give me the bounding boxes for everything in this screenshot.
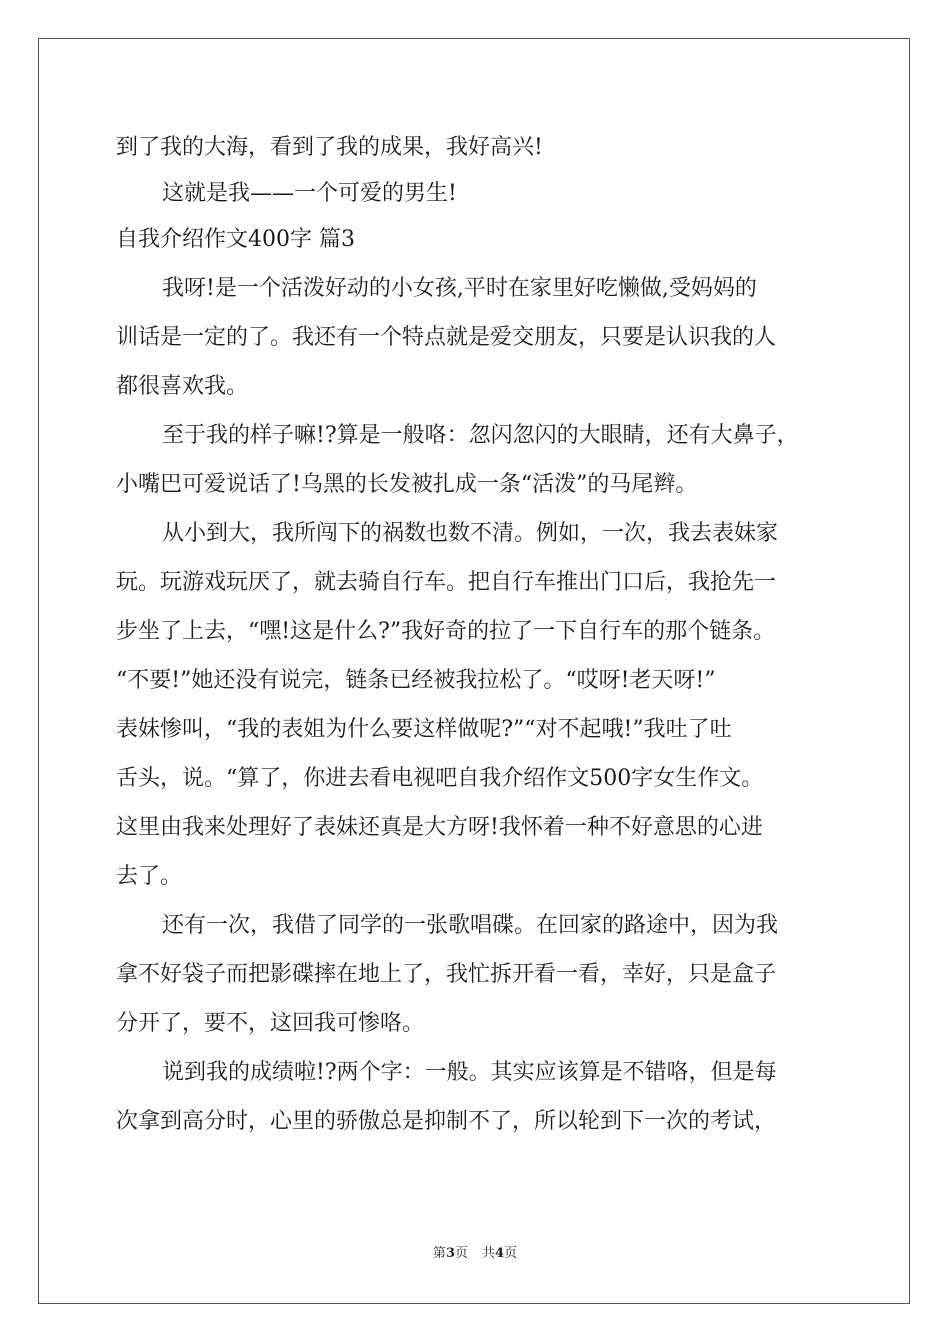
text-line: 至于我的样子嘛!?算是一般咯：忽闪忽闪的大眼睛，还有大鼻子，	[162, 423, 799, 448]
page-footer	[0, 1242, 950, 1261]
page-suffix: 页	[454, 1246, 468, 1261]
text-line: 这就是我——一个可爱的男生!	[162, 181, 457, 206]
text-line: 说到我的成绩啦!?两个字：一般。其实应该算是不错咯，但是每	[162, 1060, 777, 1085]
text-line: 步坐了上去，“嘿!这是什么?”我好奇的拉了一下自行车的那个链条。	[116, 619, 776, 644]
text-line: 次拿到高分时，心里的骄傲总是抑制不了，所以轮到下一次的考试，	[116, 1109, 777, 1134]
text-line: 舌头，说。“算了，你进去看电视吧自我介绍作文500字女生作文。	[116, 766, 764, 791]
text-line: 表妹惨叫，“我的表姐为什么要这样做呢?”“对不起哦!”我吐了吐	[116, 717, 732, 742]
text-line: 拿不好袋子而把影碟摔在地上了，我忙拆开看一看，幸好，只是盒子	[116, 962, 777, 987]
page-prefix: 第	[432, 1246, 446, 1261]
text-line: 到了我的大海，看到了我的成果，我好高兴!	[116, 135, 543, 160]
section-heading: 自我介绍作文400字 篇3	[116, 227, 355, 252]
text-line: 我呀!是一个活泼好动的小女孩,平时在家里好吃懒做,受妈妈的	[162, 276, 757, 301]
page-number: 3	[445, 1246, 455, 1261]
total-suffix: 页	[504, 1246, 518, 1261]
total-prefix: 共	[482, 1246, 496, 1261]
text-line: 还有一次，我借了同学的一张歌唱碟。在回家的路途中，因为我	[162, 913, 779, 938]
text-line: 从小到大，我所闯下的祸数也数不清。例如，一次，我去表妹家	[162, 521, 779, 546]
text-line: 都很喜欢我。	[116, 374, 249, 399]
text-line: “不要!”她还没有说完，链条已经被我拉松了。“哎呀!老天呀!”	[116, 668, 716, 693]
text-line: 分开了，要不，这回我可惨咯。	[116, 1011, 425, 1036]
text-line: 小嘴巴可爱说话了!乌黑的长发被扎成一条“活泼”的马尾辫。	[116, 472, 698, 497]
text-line: 玩。玩游戏玩厌了，就去骑自行车。把自行车推出门口后，我抢先一	[116, 570, 777, 595]
text-line: 这里由我来处理好了表妹还真是大方呀!我怀着一种不好意思的心进	[116, 815, 763, 840]
total-pages: 4	[495, 1246, 505, 1261]
text-line: 训话是一定的了。我还有一个特点就是爱交朋友，只要是认识我的人	[116, 325, 777, 350]
text-line: 去了。	[116, 864, 183, 889]
